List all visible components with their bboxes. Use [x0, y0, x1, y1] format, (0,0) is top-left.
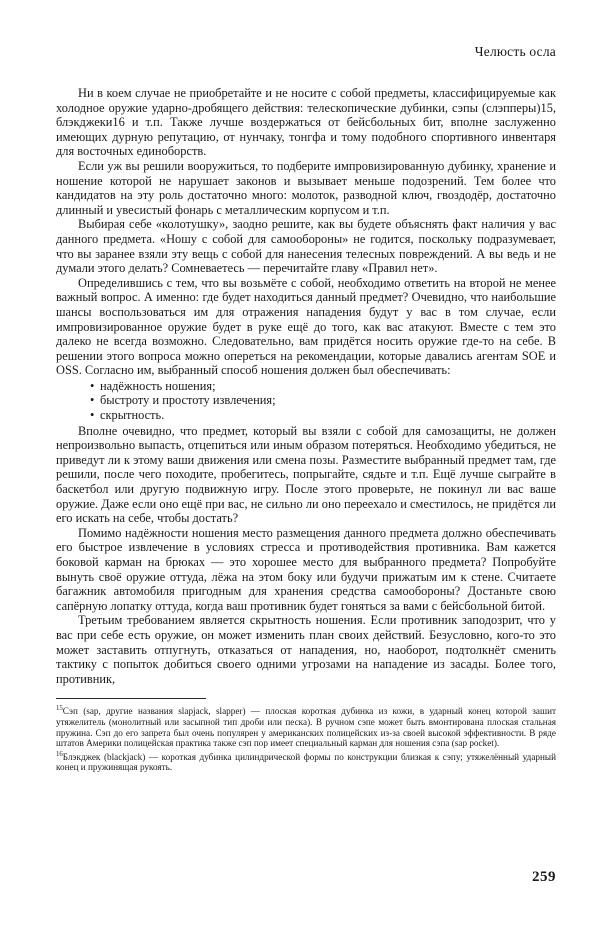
page-number: 259 [532, 869, 556, 885]
list-item: • скрытность. [56, 408, 556, 423]
paragraph-text: Выбирая себе «колотушку», заодно решите, как вы будете объяснять факт наличия у вас данного предмета. «Ношу с собой для самообороны» не годится, поскольку подразумевает, что вы заранее взяли эту вещь с собой для нанесения телесных повреждений. А вы ведь и не думали этого делать? Сомневаетесь — перечитайте главу «Правил нет». [56, 217, 556, 276]
paragraph-text: Определившись с тем, что вы возьмёте с собой, необходимо ответить на второй не менее важный вопрос. А именно: где будет находиться данный предмет? Очевидно, что наибольшие шансы воспользоваться им для отражения нападения будут у вас в том случае, если импровизированное оружие будет в руке ещё до того, как вас атакуют. Вместе с тем это далеко не всегда возможно. Следовательно, вам придётся носить оружие где-то на себе. В решении этого вопроса можно опереться на рекомендации, которые давались агентам SOE и OSS. Согласно им, выбранный способ ношения должен был обеспечивать: [56, 275, 556, 378]
footnote-marker: 16 [56, 750, 63, 758]
body-text [56, 86, 556, 686]
list-item: • быстроту и простоту извлечения; [56, 393, 556, 408]
paragraph-text: Помимо надёжности ношения место размещения данного предмета должно обеспечивать его быстрое извлечение в условиях стресса и противодействия противника. Вам кажется боковой карман на брюках — это хорошее место для выбранного предмета? Попробуйте вынуть своё оружие оттуда, лёжа на этом боку или будучи прижатым им к стене. Считаете багажник автомобиля пригодным для хранения средства самообороны? Достаньте свою сапёрную лопатку оттуда, когда ваш противник будет гоняться за вами с бейсбольной битой. [56, 525, 556, 613]
paragraph-text: Третьим требованием является скрытность ношения. Если противник заподозрит, что у вас при себе есть оружие, он может изменить план своих действий. Безусловно, кого-то это может заставить отпугнуть, отказаться от нападения, но, наоборот, подтолкнёт сменить тактику с попыток добиться своего одними угрозами на нападение из засады. Более того, противник, [56, 613, 556, 686]
paragraph-text: Вполне очевидно, что предмет, который вы взяли с собой для самозащиты, не должен непроизвольно выпасть, отцепиться или иным образом потеряться. Необходимо убедиться, не приведут ли к этому ваши движения или смена позы. Разместите выбранный предмет там, где решили, после чего походите, пробегитесь, попрыгайте, сядьте и т.п. Ещё лучше сыграйте в баскетбол или другую подвижную игру. После этого проверьте, не покинул ли вас ваше оружие. Даже если оно ещё при вас, не сильно ли оно переехало и сместилось, не придётся ли его искать на себе, чтобы достать? [56, 423, 556, 526]
footnotes [56, 704, 556, 773]
footnote [56, 750, 556, 773]
running-head: Челюсть осла [474, 44, 556, 59]
footnote-text: Блэкджек (blackjack) — короткая дубинка цилиндрической формы по конструкции близкая к сэпу; утяжелённый ударный конец и пружинящая рукоять. [56, 751, 556, 773]
requirements-list [56, 379, 556, 423]
footnote-separator [56, 698, 206, 699]
paragraph [56, 86, 556, 159]
paragraph [56, 276, 556, 378]
paragraph [56, 613, 556, 686]
paragraph [56, 159, 556, 217]
list-item: • надёжность ношения; [56, 379, 556, 394]
paragraph-text: Ни в коем случае не приобретайте и не носите с собой предметы, классифицируемые как холодное оружие ударно-дробящего действия: телескопические дубинки, сэпы (слэпперы)15, блэкджеки16 и т.п. Также лучше воздержаться от бейсбольных бит, вполне заслуженно имеющих дурную репутацию, от нунчаку, тонгфа и тому подобного спортивного инвентаря для восточных единоборств. [56, 86, 556, 159]
footnote-text: Сэп (sap, другие названия slapjack, slapper) — плоская короткая дубинка из кожи, в ударный конец которой зашит утяжелитель (монолитный или засыпной тип дроби или песка). В ручном сэпе может быть вмонтирована плоская стальная пружина. Сэп до его запрета был очень популярен у американских полицейских из-за своей высокой эффективности. В ряде штатов Америки полицейская практика также сэп пор имеет специальный карман для ношения сэпа (sap pocket). [56, 706, 556, 749]
paragraph [56, 217, 556, 275]
footnote-marker: 15 [56, 705, 63, 713]
paragraph-text: Если уж вы решили вооружиться, то подберите импровизированную дубинку, хранение и ношение которой не нарушает законов и вызывает меньше подозрений. Тем более что кандидатов на эту роль достаточно много: молоток, разводной ключ, гвоздодёр, достаточно длинный и увесистый фонарь с металлическим корпусом и т.п. [56, 158, 556, 217]
paragraph [56, 424, 556, 526]
footnote [56, 704, 556, 748]
paragraph [56, 526, 556, 614]
